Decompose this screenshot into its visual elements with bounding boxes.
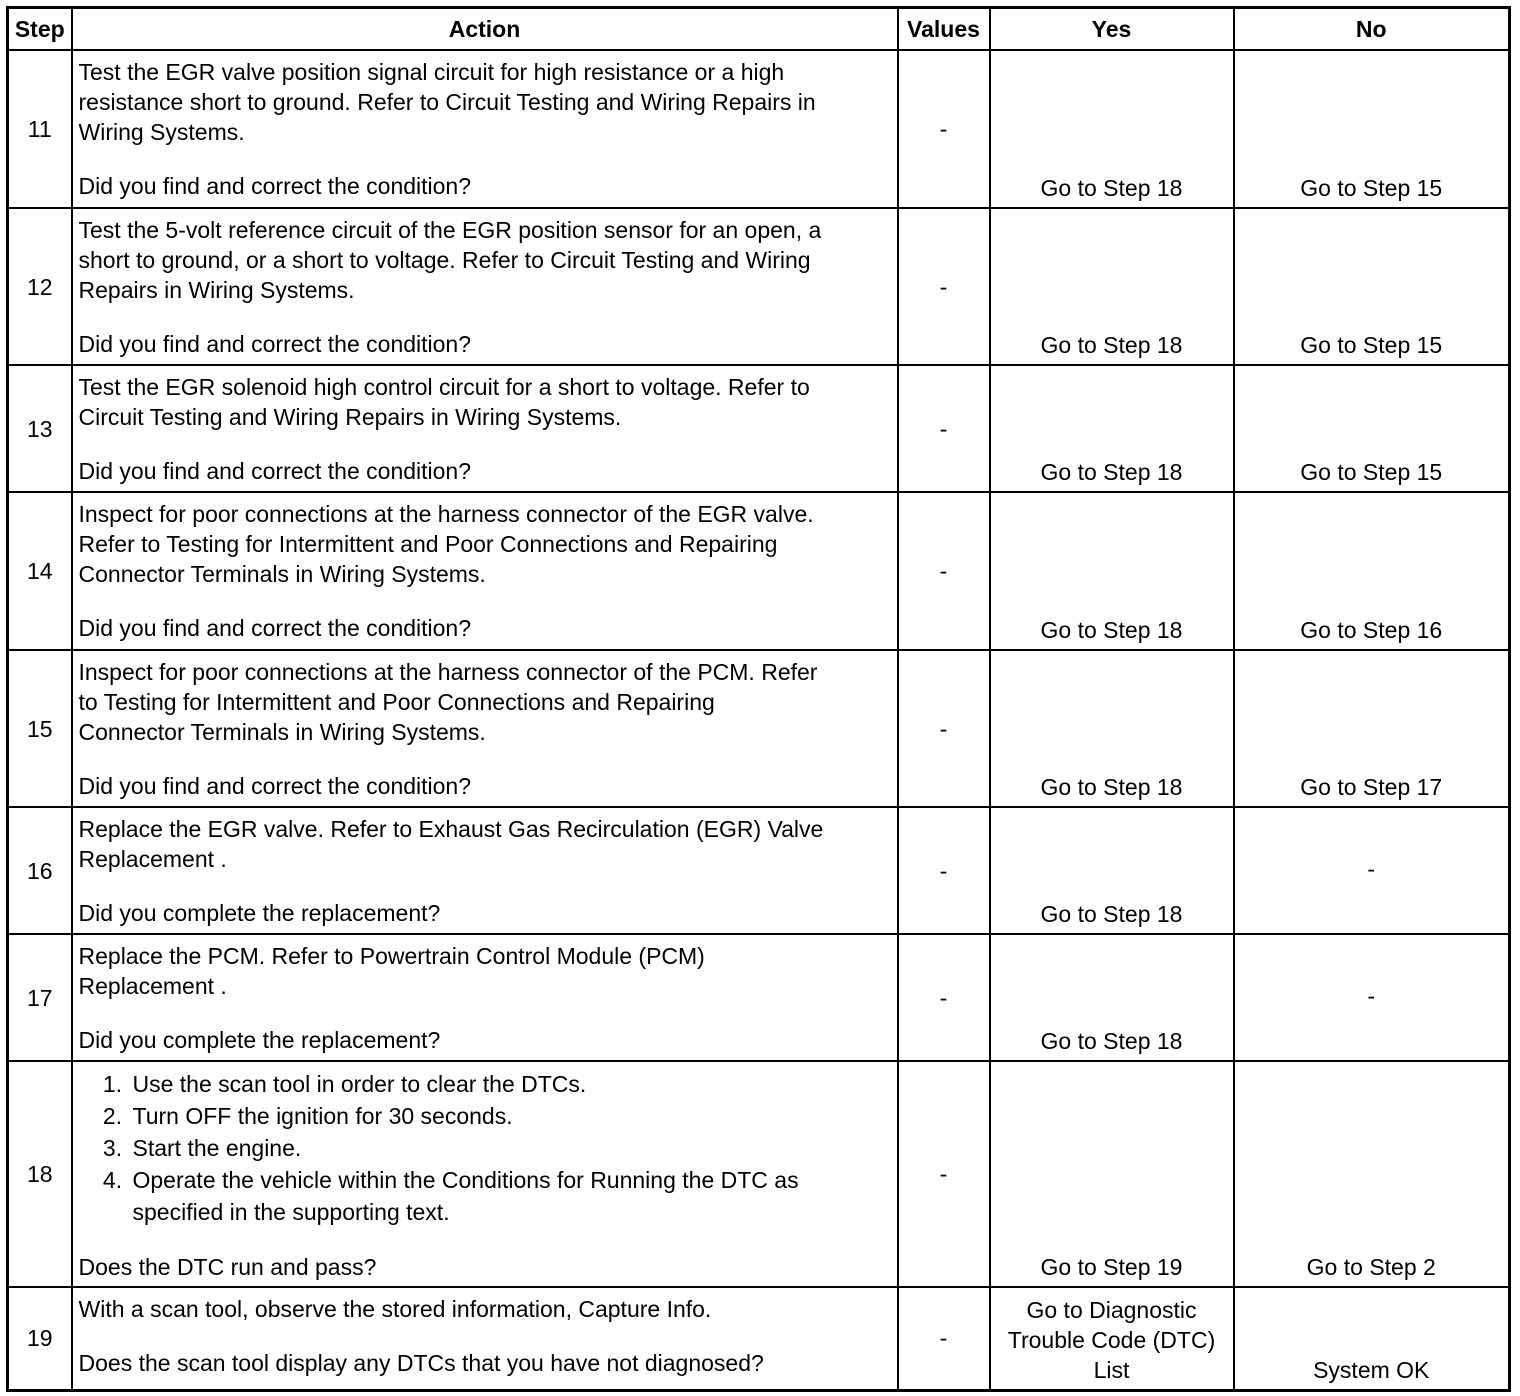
values-cell: -: [898, 365, 990, 492]
action-text: Replacement .: [78, 846, 227, 872]
no-cell: System OK: [1234, 1287, 1510, 1390]
action-text: Test the 5-volt reference circuit of the EGR position sensor for an open, a: [78, 217, 822, 243]
yes-cell: Go to Step 18: [990, 934, 1234, 1061]
action-text: to Testing for Intermittent and Poor Connections and Repairing: [78, 689, 715, 715]
action-cell: [72, 365, 898, 492]
step-number: 17: [8, 934, 72, 1061]
list-item: 2. Turn OFF the ignition for 30 seconds.: [129, 1100, 891, 1132]
action-text: Repairs in Wiring Systems.: [78, 277, 355, 303]
no-cell: Go to Step 15: [1234, 50, 1510, 208]
no-cell: -: [1234, 807, 1510, 934]
header-row: [8, 8, 1510, 51]
list-item: 1. Use the scan tool in order to clear the DTCs.: [129, 1068, 891, 1100]
no-cell: -: [1234, 934, 1510, 1061]
action-question: Does the DTC run and pass?: [78, 1254, 377, 1280]
table-row: [8, 807, 1510, 934]
action-text: resistance short to ground. Refer to Circuit Testing and Wiring Repairs in: [78, 89, 816, 115]
action-question: Did you find and correct the condition?: [78, 173, 472, 199]
action-question: Did you complete the replacement?: [78, 1027, 441, 1053]
step-number: 13: [8, 365, 72, 492]
action-text: short to ground, or a short to voltage. Refer to Circuit Testing and Wiring: [78, 247, 811, 273]
table-row: [8, 650, 1510, 807]
action-question: Did you find and correct the condition?: [78, 773, 472, 799]
no-cell: Go to Step 17: [1234, 650, 1510, 807]
action-text: Circuit Testing and Wiring Repairs in Wiring Systems.: [78, 404, 622, 430]
step-number: 16: [8, 807, 72, 934]
list-item: 3. Start the engine.: [129, 1132, 891, 1164]
action-text: Inspect for poor connections at the harness connector of the EGR valve.: [78, 501, 814, 527]
header-step: Step: [8, 8, 72, 51]
action-text: Refer to Testing for Intermittent and Poor Connections and Repairing: [78, 531, 778, 557]
yes-cell: Go to Step 18: [990, 50, 1234, 208]
list-item: 4. Operate the vehicle within the Conditions for Running the DTC as specified in the supporting text.: [129, 1164, 891, 1228]
yes-cell: [990, 1287, 1234, 1390]
header-action: Action: [72, 8, 898, 51]
action-question: Did you complete the replacement?: [78, 900, 441, 926]
action-question: Did you find and correct the condition?: [78, 331, 472, 357]
action-text: Inspect for poor connections at the harness connector of the PCM. Refer: [78, 659, 818, 685]
yes-cell: Go to Step 18: [990, 807, 1234, 934]
action-text: Test the EGR valve position signal circuit for high resistance or a high: [78, 59, 785, 85]
step-number: 15: [8, 650, 72, 807]
action-cell: [72, 208, 898, 365]
action-cell: [72, 650, 898, 807]
action-text: Connector Terminals in Wiring Systems.: [78, 561, 486, 587]
header-no: No: [1234, 8, 1510, 51]
action-cell: [72, 50, 898, 208]
action-question: Did you find and correct the condition?: [78, 615, 472, 641]
numbered-list: [79, 1068, 891, 1228]
action-cell: [72, 492, 898, 650]
table-row: [8, 1287, 1510, 1390]
table-row: [8, 208, 1510, 365]
yes-cell: Go to Step 18: [990, 492, 1234, 650]
table-row: [8, 50, 1510, 208]
header-yes: Yes: [990, 8, 1234, 51]
table-row: [8, 365, 1510, 492]
table-row: [8, 1061, 1510, 1287]
yes-cell: Go to Step 19: [990, 1061, 1234, 1287]
action-text: Wiring Systems.: [78, 119, 245, 145]
step-number: 19: [8, 1287, 72, 1390]
values-cell: -: [898, 1287, 990, 1390]
action-question: Does the scan tool display any DTCs that you have not diagnosed?: [78, 1350, 764, 1376]
action-text: Replace the EGR valve. Refer to Exhaust Gas Recirculation (EGR) Valve: [78, 816, 824, 842]
no-cell: Go to Step 15: [1234, 208, 1510, 365]
yes-text: Trouble Code (DTC): [1007, 1326, 1216, 1353]
action-text: Connector Terminals in Wiring Systems.: [78, 719, 486, 745]
yes-cell: Go to Step 18: [990, 650, 1234, 807]
table-row: [8, 934, 1510, 1061]
step-number: 18: [8, 1061, 72, 1287]
values-cell: -: [898, 1061, 990, 1287]
values-cell: -: [898, 208, 990, 365]
action-cell: [72, 1061, 898, 1287]
step-number: 12: [8, 208, 72, 365]
values-cell: -: [898, 492, 990, 650]
action-text: With a scan tool, observe the stored information, Capture Info.: [78, 1296, 712, 1322]
no-cell: Go to Step 2: [1234, 1061, 1510, 1287]
no-cell: Go to Step 16: [1234, 492, 1510, 650]
yes-text: Go to Diagnostic: [1026, 1296, 1197, 1323]
step-number: 11: [8, 50, 72, 208]
values-cell: -: [898, 50, 990, 208]
action-cell: [72, 807, 898, 934]
values-cell: -: [898, 650, 990, 807]
action-text: Replacement .: [78, 973, 227, 999]
values-cell: -: [898, 934, 990, 1061]
step-number: 14: [8, 492, 72, 650]
action-text: Test the EGR solenoid high control circuit for a short to voltage. Refer to: [78, 374, 810, 400]
yes-cell: Go to Step 18: [990, 365, 1234, 492]
diagnostic-table: [6, 6, 1511, 1392]
action-text: Replace the PCM. Refer to Powertrain Control Module (PCM): [78, 943, 705, 969]
yes-cell: Go to Step 18: [990, 208, 1234, 365]
table-row: [8, 492, 1510, 650]
action-cell: [72, 934, 898, 1061]
no-cell: Go to Step 15: [1234, 365, 1510, 492]
header-values: Values: [898, 8, 990, 51]
yes-text: List: [1093, 1356, 1130, 1383]
action-question: Did you find and correct the condition?: [78, 458, 472, 484]
action-cell: [72, 1287, 898, 1390]
values-cell: -: [898, 807, 990, 934]
